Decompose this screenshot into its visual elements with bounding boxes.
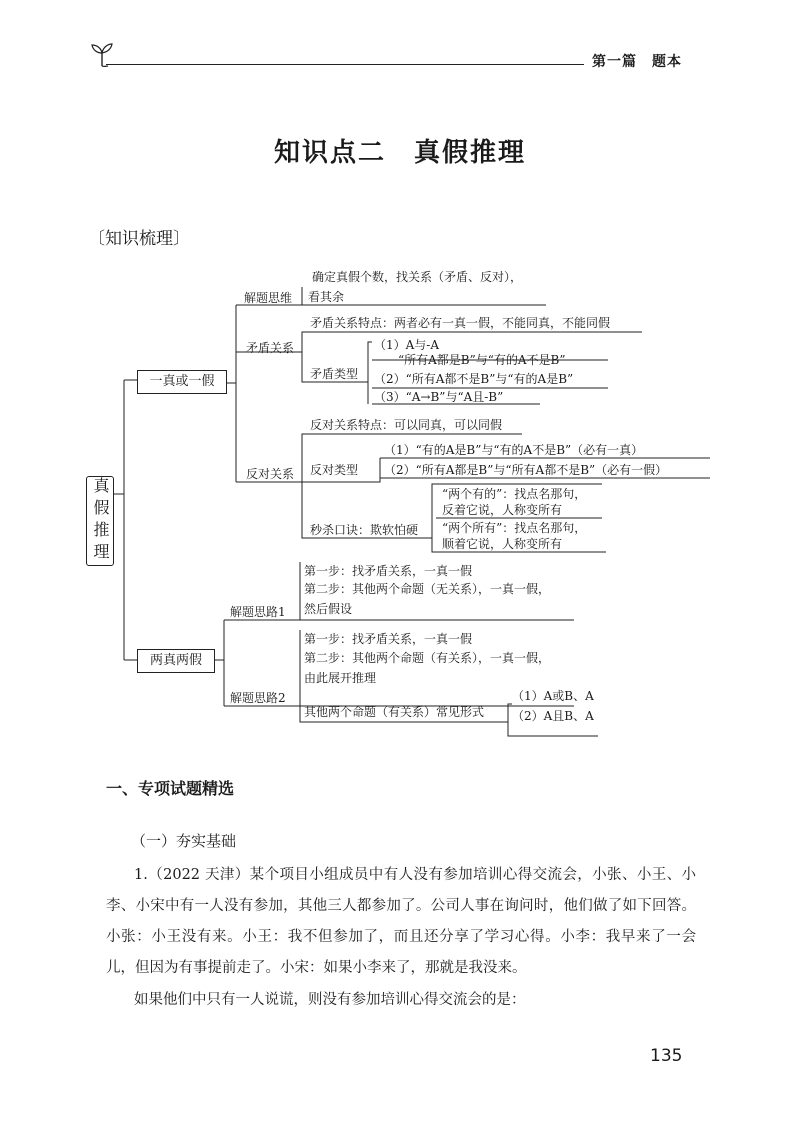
question-1-text: 1.（2022 天津）某个项目小组成员中有人没有参加培训心得交流会，小张、小王、小李、小宋中有一人没有参加，其他三人都参加了。公司人事在询问时，他们做了如下回答。小张：小王没有来。小王：我不但参加了，而且还分享了学习心得。小李：我早来了一会儿，但因为有事提前走了。小宋：如果小李来了，那就是我没来。 [106,867,696,976]
maodun-type-2: （2）“所有A都不是B”与“有的A是B” [374,372,574,386]
fandui-trick-4: 顺着它说，人称变所有 [442,537,563,551]
running-header: 第一篇 题本 [592,54,682,70]
route2-line3: 由此展开推理 [304,671,377,685]
route2-form-label: 其他两个命题（有关系）常见形式 [304,705,485,719]
route1-line3: 然后假设 [304,602,353,616]
route2-form-2: （2）A且B、A [512,709,594,723]
section-label: 〔知识梳理〕 [88,229,190,249]
fandui-trick-3: “两个所有”：找点名那句， [442,521,587,535]
route2-line2: 第二步：其他两个命题（有关系），一真一假， [304,651,551,665]
page-number: 135 [650,1046,683,1066]
question-1-prompt: 如果他们中只有一人说谎，则没有参加培训心得交流会的是： [134,992,526,1008]
maodun-type-1: （1）A与-A [374,338,440,352]
route1-label: 解题思路1 [230,605,286,619]
fandui-type-2: （2）“所有A都是B”与“所有A都不是B”（必有一假） [384,463,668,477]
route2-label: 解题思路2 [230,691,286,705]
jieti-line1: 确定真假个数，找关系（矛盾、反对）， [312,270,523,284]
maodun-feature: 矛盾关系特点：两者必有一真一假，不能同真，不能同假 [310,316,611,330]
fandui-trick-2: 反着它说，人称变所有 [442,503,563,517]
mindmap-root: 真假推理 [86,476,114,566]
fandui-feature: 反对关系特点：可以同真，可以同假 [310,418,503,432]
route2-line1: 第一步：找矛盾关系，一真一假 [304,632,473,646]
branch-two-true-two-false: 两真两假 [137,649,215,673]
fandui-trick-1: “两个有的”：找点名那句， [442,487,587,501]
fandui-label: 反对关系 [246,467,295,481]
fandui-types-label: 反对类型 [310,463,359,477]
fandui-type-1: （1）“有的A是B”与“有的A不是B”（必有一真） [384,443,644,457]
fandui-trick-label: 秒杀口诀：欺软怕硬 [310,523,419,537]
jieti-label: 解题思维 [244,291,293,305]
jieti-line2: 看其余 [308,290,345,304]
route1-line2: 第二步：其他两个命题（无关系），一真一假， [304,582,551,596]
maodun-type-3: （3）“A→B”与“A且-B” [374,390,504,404]
route2-form-1: （1）A或B、A [512,689,594,703]
route1-line1: 第一步：找矛盾关系，一真一假 [304,564,473,578]
maodun-types-label: 矛盾类型 [310,367,359,381]
maodun-label: 矛盾关系 [246,341,295,355]
page-title: 知识点二 真假推理 [273,138,526,168]
heading-special-questions: 一、专项试题精选 [106,779,235,798]
heading-foundation: （一）夯实基础 [131,832,237,850]
maodun-type-1b: “所有A都是B”与“有的A不是B” [398,353,566,367]
branch-one-true-or-false: 一真或一假 [137,370,227,394]
